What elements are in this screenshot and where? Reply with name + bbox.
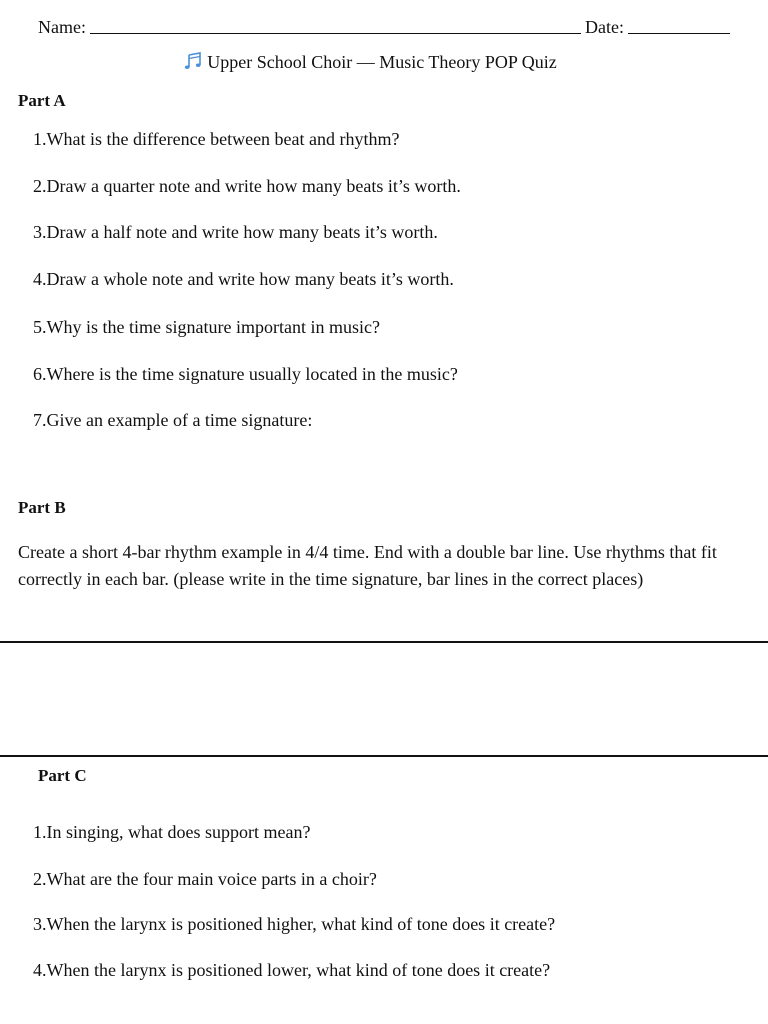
question-number: 7. <box>33 410 47 430</box>
part-c-question-4 <box>33 958 550 982</box>
question-number: 2. <box>33 869 47 889</box>
part-a-question-1 <box>33 127 400 151</box>
question-text: Where is the time signature usually located in the music? <box>46 364 458 384</box>
name-date-header <box>38 12 730 38</box>
question-number: 5. <box>33 317 47 337</box>
name-field[interactable] <box>90 13 581 34</box>
part-c-question-3 <box>33 912 555 936</box>
part-c-question-1 <box>33 820 310 844</box>
part-c-question-2 <box>33 867 377 891</box>
question-text: When the larynx is positioned higher, what kind of tone does it create? <box>46 914 556 934</box>
part-a-question-2 <box>33 174 461 198</box>
question-number: 4. <box>33 960 47 980</box>
quiz-title <box>0 50 740 74</box>
part-a-question-7 <box>33 408 312 432</box>
part-b-instructions: Create a short 4-bar rhythm example in 4/4 time. End with a double bar line. Use rhythms that fit correctly in each bar. (please write in the time signature, bar lines in the correct places) <box>18 542 717 589</box>
part-a-heading: Part A <box>18 91 66 110</box>
question-text: Draw a whole note and write how many beats it’s worth. <box>46 269 454 289</box>
part-a-question-3 <box>33 220 438 244</box>
answer-area-bottom-line <box>0 755 768 757</box>
name-label: Name: <box>38 17 86 37</box>
question-number: 6. <box>33 364 47 384</box>
date-field[interactable] <box>628 13 730 34</box>
question-text: In singing, what does support mean? <box>46 822 311 842</box>
date-label: Date: <box>585 17 624 37</box>
question-number: 3. <box>33 222 47 242</box>
question-text: Why is the time signature important in music? <box>46 317 380 337</box>
question-text: Give an example of a time signature: <box>46 410 313 430</box>
part-a-question-5 <box>33 315 380 339</box>
question-text: What is the difference between beat and rhythm? <box>46 129 400 149</box>
music-notes-icon <box>183 51 203 71</box>
part-a-question-6 <box>33 362 458 386</box>
part-c-heading: Part C <box>38 766 87 785</box>
question-number: 4. <box>33 269 47 289</box>
part-a-question-4 <box>33 267 454 291</box>
part-b-heading: Part B <box>18 498 66 517</box>
question-number: 1. <box>33 129 47 149</box>
question-number: 1. <box>33 822 47 842</box>
quiz-title-text: Upper School Choir — Music Theory POP Quiz <box>207 52 557 72</box>
rhythm-answer-area[interactable] <box>0 643 768 755</box>
question-text: When the larynx is positioned lower, what kind of tone does it create? <box>46 960 551 980</box>
question-text: Draw a half note and write how many beats it’s worth. <box>46 222 438 242</box>
question-text: What are the four main voice parts in a choir? <box>46 869 377 889</box>
question-number: 3. <box>33 914 47 934</box>
question-text: Draw a quarter note and write how many beats it’s worth. <box>46 176 461 196</box>
question-number: 2. <box>33 176 47 196</box>
